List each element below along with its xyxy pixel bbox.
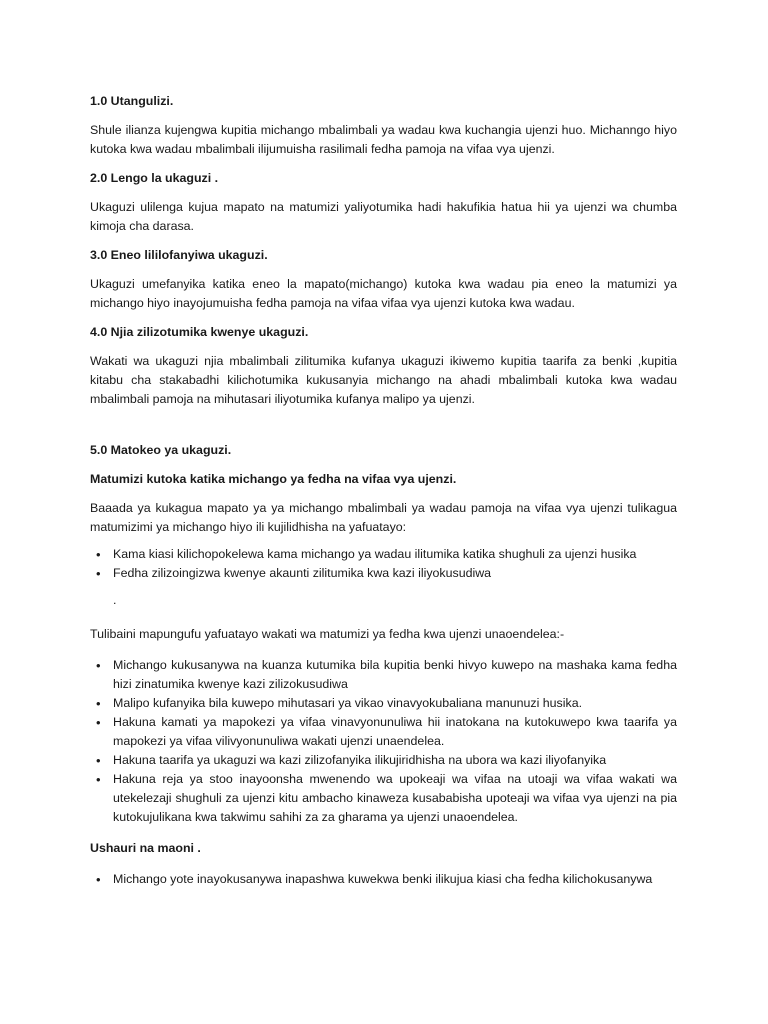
advice-heading: Ushauri na maoni . [90, 841, 201, 855]
stray-dot: . [113, 593, 117, 607]
section-2-heading: 2.0 Lengo la ukaguzi . [90, 171, 219, 185]
findings-list [90, 545, 677, 583]
section-1-heading: 1.0 Utangulizi. [90, 94, 174, 108]
list-item: • Hakuna reja ya stoo inayoonsha mwenendo wa upokeaji wa vifaa na utoaji wa vifaa wakati wa utekelezaji shughuli za ujenzi kitu ambacho kinaweza kusababisha upoteaji wa vifaa vya ujenzi na pia kutokujulikana kwa takwimu sahihi za za gharama ya ujenzi unaoendelea. [90, 770, 677, 827]
section-5-paragraph: Baaada ya kukagua mapato ya ya michango mbalimbali ya wadau pamoja na vifaa vya ujenzi tulikagua matumizimi ya michango hiyo ili kujilidhisha na yafuatayo: [90, 501, 677, 534]
section-2-paragraph: Ukaguzi ulilenga kujua mapato na matumizi yaliyotumika hadi hakufikia hatua hii ya ujenzi wa chumba kimoja cha darasa. [90, 200, 677, 233]
section-4-heading: 4.0 Njia zilizotumika kwenye ukaguzi. [90, 325, 309, 339]
section-4-paragraph: Wakati wa ukaguzi njia mbalimbali zilitumika kufanya ukaguzi ikiwemo kupitia taarifa za benki ,kupitia kitabu cha stakabadhi kilichotumika kukusanyia michango na ahadi mbalimbali kutoka kwa wadau mbalimbali pamoja na mihutasari iliyotumika kufanya malipo ya ujenzi. [90, 354, 677, 406]
section-5-subheading: Matumizi kutoka katika michango ya fedha na vifaa vya ujenzi. [90, 472, 457, 486]
section-3-paragraph: Ukaguzi umefanyika katika eneo la mapato(michango) kutoka kwa wadau pia eneo la matumizi ya michango hiyo inayojumuisha fedha pamoja na vifaa vifaa vya ujenzi kutoka kwa wadau. [90, 277, 677, 310]
list-item: • Fedha zilizoingizwa kwenye akaunti zilitumika kwa kazi iliyokusudiwa [90, 564, 677, 583]
list-item: • Kama kiasi kilichopokelewa kama michango ya wadau ilitumika katika shughuli za ujenzi husika [90, 545, 677, 564]
section-3-heading: 3.0 Eneo lililofanyiwa ukaguzi. [90, 248, 268, 262]
section-1-paragraph: Shule ilianza kujengwa kupitia michango mbalimbali ya wadau kwa kuchangia ujenzi huo. Michanngo hiyo kutoka kwa wadau mbalimbali ilijumuisha rasilimali fedha pamoja na vifaa vya ujenzi. [90, 123, 677, 156]
document-body [90, 92, 677, 889]
section-5-heading: 5.0 Matokeo ya ukaguzi. [90, 443, 232, 457]
list-item: • Michango yote inayokusanywa inapashwa kuwekwa benki ilikujua kiasi cha fedha kilichokusanywa [90, 870, 677, 889]
advice-list [90, 870, 677, 889]
list-item: • Michango kukusanywa na kuanza kutumika bila kupitia benki hivyo kuwepo na mashaka kama fedha hizi zinatumika kwenye kazi zilizokusudiwa [90, 656, 677, 694]
list-item: • Hakuna taarifa ya ukaguzi wa kazi zilizofanyika ilikujiridhisha na ubora wa kazi iliyofanyika [90, 751, 677, 770]
list-item: • Malipo kufanyika bila kuwepo mihutasari ya vikao vinavyokubaliana manunuzi husika. [90, 694, 677, 713]
shortfalls-intro: Tulibaini mapungufu yafuatayo wakati wa matumizi ya fedha kwa ujenzi unaoendelea:- [90, 627, 565, 641]
list-item: • Hakuna kamati ya mapokezi ya vifaa vinavyonunuliwa hii inatokana na kutokuwepo kwa taarifa ya mapokezi ya vifaa vilivyonunuliwa wakati ujenzi unaendelea. [90, 713, 677, 751]
shortfalls-list [90, 656, 677, 827]
